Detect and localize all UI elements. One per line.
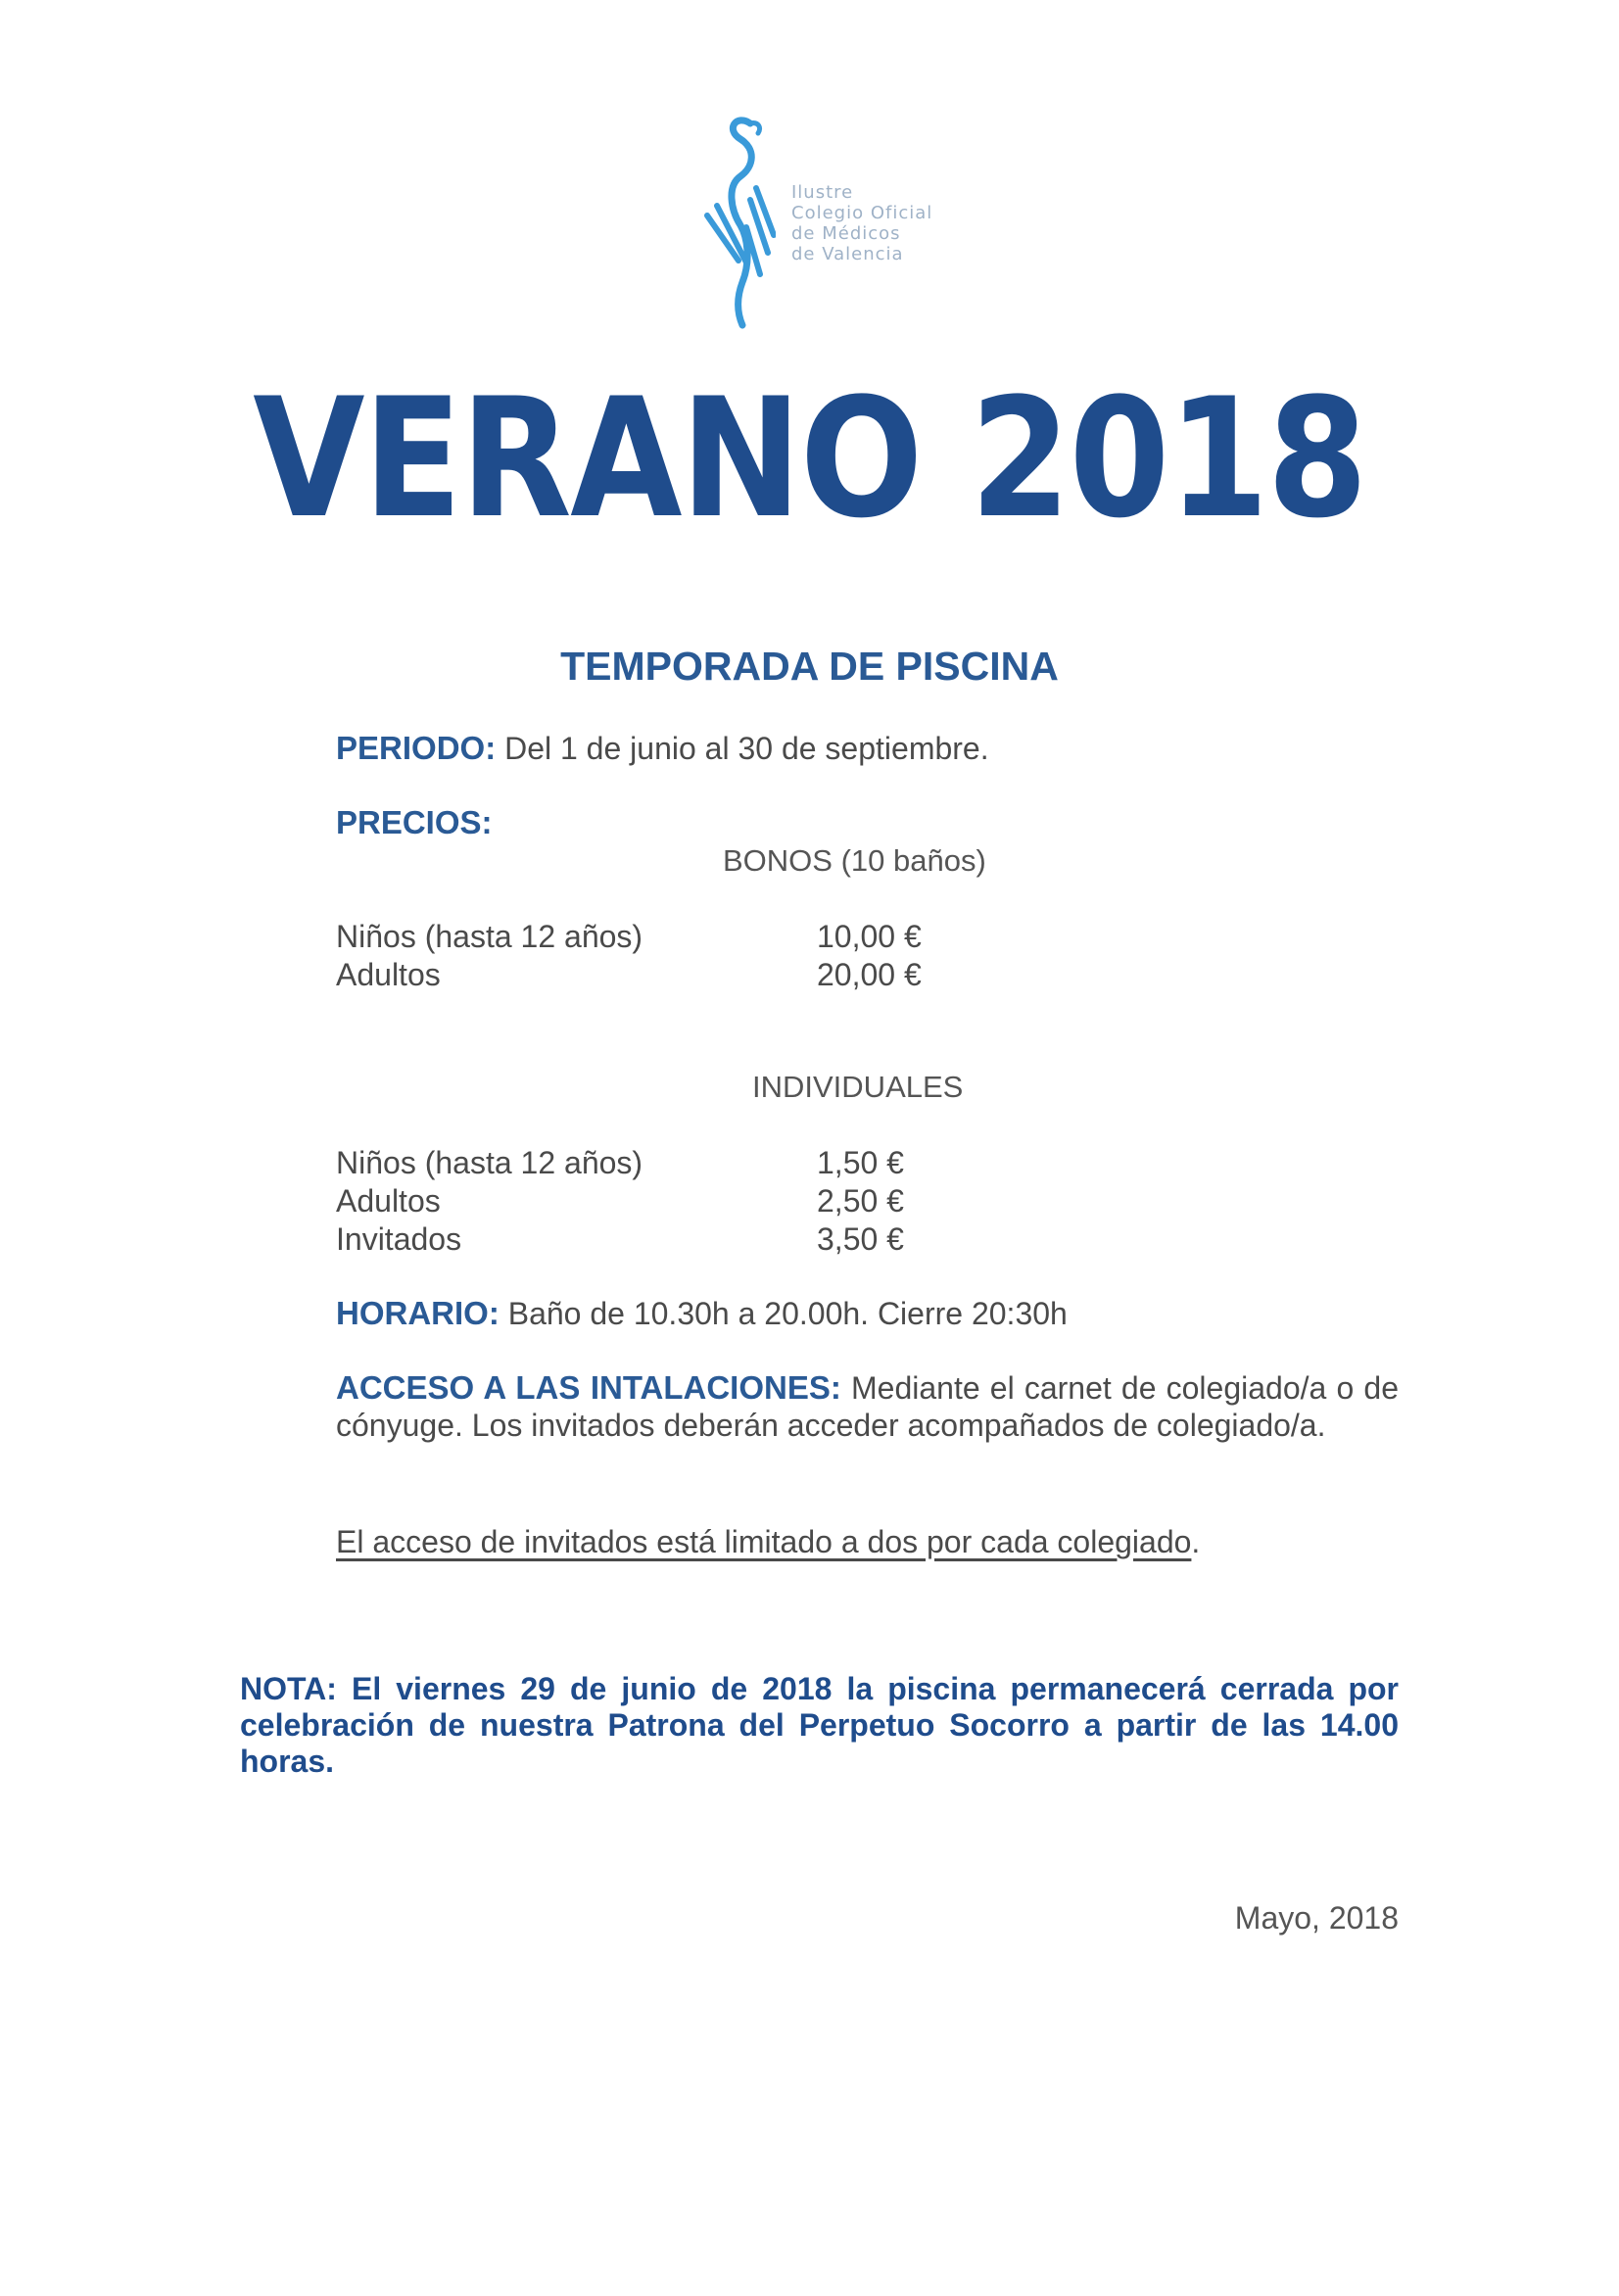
- individuales-row-value: 3,50 €: [817, 1221, 904, 1257]
- section-subtitle: TEMPORADA DE PISCINA: [560, 644, 1059, 689]
- guest-limit-note: [336, 1523, 1200, 1560]
- medical-serpent-logo-icon: [697, 116, 776, 331]
- individuales-heading: INDIVIDUALES: [752, 1070, 964, 1104]
- page-title: VERANO 2018: [253, 362, 1366, 554]
- closure-note: NOTA: El viernes 29 de junio de 2018 la piscina permanecerá cerrada por celebración de nuestra Patrona del Perpetuo Socorro a partir de las 14.00 horas.: [240, 1671, 1399, 1779]
- periodo-line: [336, 730, 989, 767]
- individuales-row-value: 1,50 €: [817, 1145, 904, 1180]
- horario-text: Baño de 10.30h a 20.00h. Cierre 20:30h: [499, 1296, 1068, 1331]
- periodo-text: Del 1 de junio al 30 de septiembre.: [496, 731, 989, 766]
- bonos-row-label: Adultos: [336, 957, 441, 992]
- bonos-heading: BONOS (10 baños): [723, 843, 986, 878]
- bonos-row-label: Niños (hasta 12 años): [336, 919, 643, 954]
- acceso-paragraph: [336, 1369, 1399, 1444]
- logo-line: de Valencia: [791, 244, 904, 264]
- horario-line: [336, 1295, 1068, 1332]
- bonos-row-value: 10,00 €: [817, 919, 922, 954]
- individuales-row-value: 2,50 €: [817, 1183, 904, 1219]
- periodo-label: PERIODO:: [336, 730, 497, 766]
- logo-wordmark: [791, 182, 932, 264]
- precios-label-line: [336, 804, 493, 841]
- logo-line: Ilustre: [791, 182, 854, 203]
- acceso-label: ACCESO A LAS INTALACIONES:: [336, 1369, 841, 1406]
- individuales-row-label: Niños (hasta 12 años): [336, 1145, 643, 1180]
- guest-limit-end: .: [1191, 1524, 1201, 1559]
- logo-line: Colegio Oficial: [791, 203, 933, 223]
- horario-label: HORARIO:: [336, 1295, 500, 1331]
- individuales-row-label: Adultos: [336, 1183, 441, 1219]
- individuales-row-label: Invitados: [336, 1221, 462, 1257]
- logo-line: de Médicos: [791, 223, 901, 244]
- bonos-row-value: 20,00 €: [817, 957, 922, 992]
- precios-label: PRECIOS:: [336, 804, 493, 840]
- acceso-text: Mediante el carnet de colegiado/a o de cónyuge. Los invitados deberán acceder acompañados de colegiado/a.: [336, 1370, 1399, 1443]
- document-date: Mayo, 2018: [1234, 1900, 1399, 1936]
- guest-limit-text: El acceso de invitados está limitado a dos por cada colegiado: [336, 1524, 1192, 1559]
